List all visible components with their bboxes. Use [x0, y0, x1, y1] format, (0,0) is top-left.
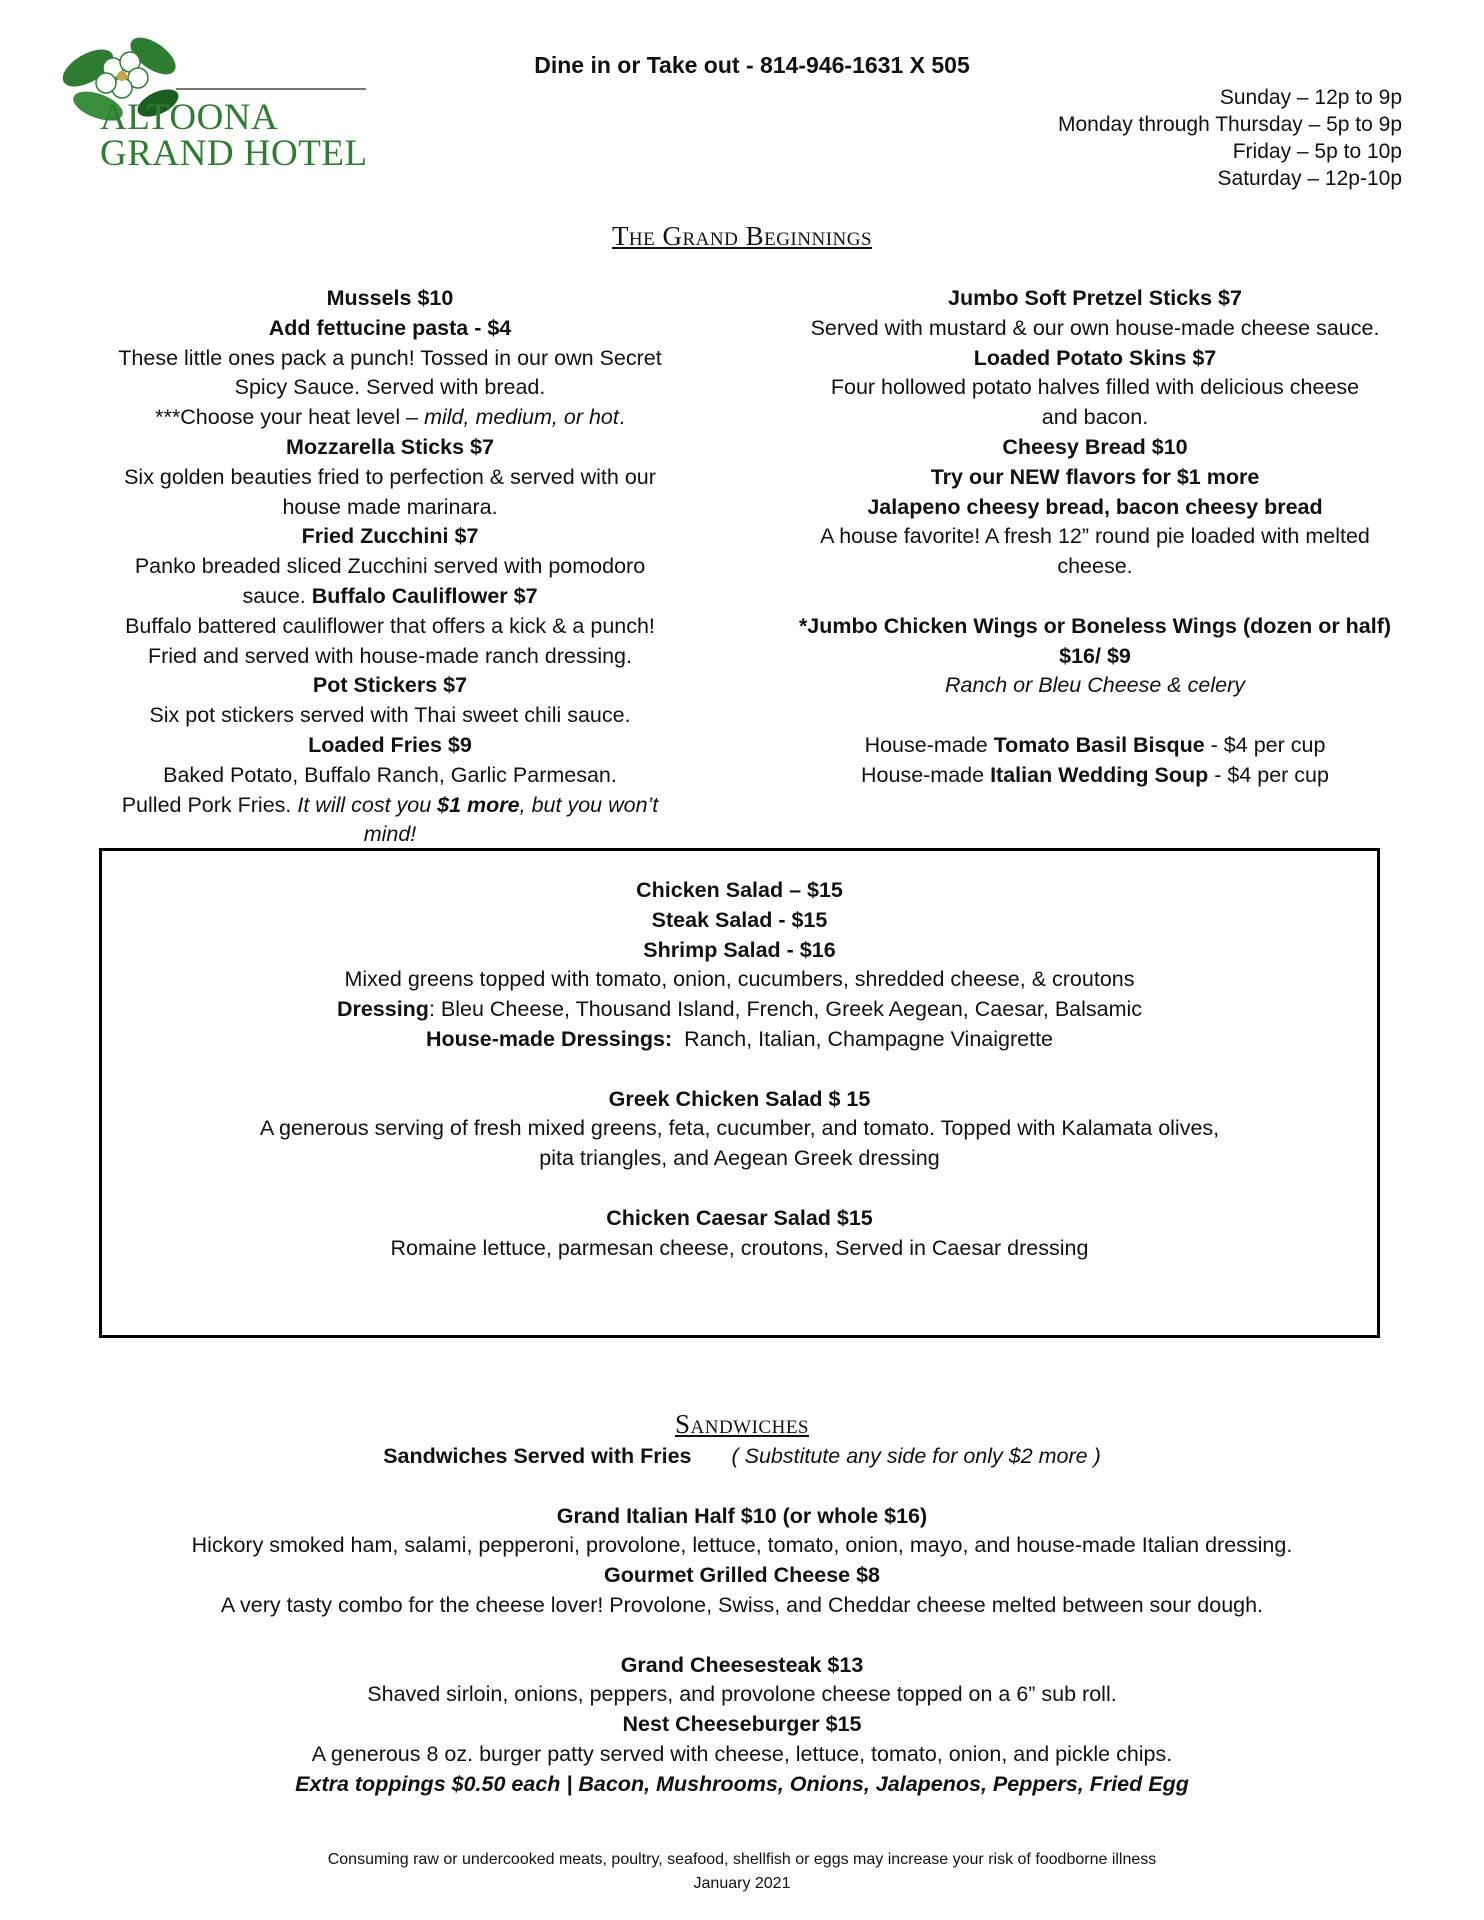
salad-title-steak: Steak Salad - $15 [651, 907, 828, 932]
pork-italic: It will cost you [297, 792, 438, 817]
hotel-logo [58, 28, 378, 178]
soup-prefix: House-made [864, 732, 994, 757]
salad-desc: Mixed greens topped with tomato, onion, cucumbers, shredded cheese, & croutons [344, 967, 1135, 992]
pork-text: Pulled Pork Fries. [121, 792, 298, 817]
substitute-note: ( Substitute any side for only $2 more ) [731, 1444, 1101, 1468]
item-desc: Six golden beauties fried to perfection & served with our [124, 464, 656, 489]
dressing-label: Dressing [336, 997, 429, 1022]
item-note-new-flavors: Try our NEW flavors for $1 more [930, 464, 1260, 489]
dressing-list: : Bleu Cheese, Thousand Island, French, Greek Aegean, Caesar, Balsamic [428, 997, 1143, 1022]
item-desc-heat [95, 403, 685, 433]
item-desc-mixed [95, 582, 685, 612]
footer [0, 1848, 1484, 1896]
item-desc-wings: Ranch or Bleu Cheese & celery [945, 673, 1245, 698]
salad-housemade-dressings [99, 1025, 1380, 1055]
logo-line-2: GRAND HOTEL [100, 133, 368, 174]
item-title-cheesy-bread: Cheesy Bread $10 [1002, 434, 1188, 459]
item-desc: Six pot stickers served with Thai sweet chili sauce. [149, 703, 631, 728]
salad-title-greek: Greek Chicken Salad $ 15 [608, 1086, 871, 1111]
salad-title-shrimp: Shrimp Salad - $16 [643, 937, 836, 962]
hours-sunday: Sunday – 12p to 9p [1219, 86, 1402, 109]
sandwiches-subheader [0, 1442, 1484, 1472]
salad-desc: A generous serving of fresh mixed greens, feta, cucumber, and tomato. Topped with Kalamata olives, [259, 1116, 1220, 1141]
item-desc: and bacon. [1041, 405, 1149, 430]
soup-price: - $4 per cup [1208, 762, 1329, 787]
hours-mon-thu: Monday through Thursday – 5p to 9p [1057, 113, 1402, 136]
soup-bisque [780, 731, 1410, 761]
served-with-fries: Sandwiches Served with Fries [383, 1444, 692, 1468]
sandwiches-content [0, 1442, 1484, 1800]
housemade-list: Ranch, Italian, Champagne Vinaigrette [672, 1026, 1053, 1051]
soup-wedding [780, 761, 1410, 791]
hours-saturday: Saturday – 12p-10p [1217, 167, 1402, 190]
item-desc: These little ones pack a punch! Tossed in our own Secret [118, 345, 662, 370]
soup-name: Tomato Basil Bisque [993, 732, 1205, 757]
item-title-potato-skins: Loaded Potato Skins $7 [973, 345, 1217, 370]
sandwich-desc: Hickory smoked ham, salami, pepperoni, provolone, lettuce, tomato, onion, mayo, and house-made Italian dressing. [191, 1533, 1293, 1558]
housemade-label: House-made Dressings: [425, 1026, 673, 1051]
beginnings-right-column [780, 284, 1410, 791]
salad-title-chicken: Chicken Salad – $15 [636, 878, 843, 902]
salads-content [99, 876, 1380, 1263]
item-desc: Spicy Sauce. Served with bread. [234, 375, 546, 400]
sandwich-title-cheeseburger: Nest Cheeseburger $15 [622, 1712, 862, 1737]
heat-end: . [618, 405, 625, 430]
item-desc: cheese. [1057, 554, 1133, 579]
sandwich-title-italian: Grand Italian Half $10 (or whole $16) [556, 1503, 928, 1528]
item-title-mozzarella: Mozzarella Sticks $7 [286, 434, 494, 459]
beginnings-title: The Grand Beginnings [611, 221, 873, 251]
sandwich-title-grilled-cheese: Gourmet Grilled Cheese $8 [603, 1563, 880, 1588]
hours-friday: Friday – 5p to 10p [1232, 140, 1402, 163]
pork-italic-end: , but you won’t [519, 792, 659, 817]
item-title-mussels: Mussels $10 [326, 286, 454, 310]
beginnings-left-column [95, 284, 685, 850]
item-price-wings: $16/ $9 [1059, 643, 1131, 668]
sandwiches-title: Sandwiches [674, 1409, 809, 1439]
item-desc: A house favorite! A fresh 12” round pie loaded with melted [820, 524, 1370, 549]
item-title-pretzel: Jumbo Soft Pretzel Sticks $7 [948, 286, 1242, 310]
food-safety-warning: Consuming raw or undercooked meats, poultry, seafood, shellfish or eggs may increase your risk of foodborne illness [327, 1851, 1157, 1868]
soup-price: - $4 per cup [1204, 732, 1326, 757]
logo-line-1: ALTOONA [100, 97, 279, 138]
item-title-wings: *Jumbo Chicken Wings or Boneless Wings (dozen or half) [798, 613, 1392, 638]
item-title-cauliflower: Buffalo Cauliflower $7 [311, 583, 538, 608]
soup-prefix: House-made [861, 762, 991, 787]
section-title-beginnings [0, 221, 1484, 252]
heat-text: ***Choose your heat level – [155, 405, 425, 430]
salad-desc: Romaine lettuce, parmesan cheese, croutons, Served in Caesar dressing [390, 1235, 1089, 1260]
item-desc-pork-end: mind! [363, 822, 417, 847]
item-desc: Buffalo battered cauliflower that offers a kick & a punch! [125, 613, 655, 638]
item-desc: Served with mustard & our own house-made cheese sauce. [810, 315, 1380, 340]
item-note-flavors: Jalapeno cheesy bread, bacon cheesy bread [867, 494, 1323, 519]
item-desc: Baked Potato, Buffalo Ranch, Garlic Parmesan. [163, 762, 617, 787]
sandwich-title-cheesesteak: Grand Cheesesteak $13 [620, 1652, 864, 1677]
item-desc-pork [95, 791, 685, 821]
soup-name: Italian Wedding Soup [990, 762, 1209, 787]
item-desc: house made marinara. [282, 494, 498, 519]
item-title-pot-stickers: Pot Stickers $7 [312, 673, 468, 698]
salad-title-caesar: Chicken Caesar Salad $15 [606, 1205, 873, 1230]
section-title-sandwiches [0, 1409, 1484, 1440]
item-title-loaded-fries: Loaded Fries $9 [308, 732, 472, 757]
item-desc: Four hollowed potato halves filled with delicious cheese [830, 375, 1360, 400]
sandwich-desc: A generous 8 oz. burger patty served with cheese, lettuce, tomato, onion, and pickle chips. [311, 1741, 1173, 1766]
phone-line: Dine in or Take out - 814-946-1631 X 505 [534, 52, 970, 78]
zucchini-desc-end: sauce. [242, 583, 312, 608]
item-desc: Panko breaded sliced Zucchini served with pomodoro [134, 554, 646, 579]
pork-price: $1 more [437, 792, 520, 817]
heat-options: mild, medium, or hot [424, 405, 619, 430]
item-desc: Fried and served with house-made ranch dressing. [147, 643, 632, 668]
hours-list [1058, 84, 1402, 192]
menu-date: January 2021 [693, 1875, 791, 1892]
sandwich-desc: Shaved sirloin, onions, peppers, and provolone cheese topped on a 6” sub roll. [367, 1682, 1117, 1707]
item-addon-mussels: Add fettucine pasta - $4 [268, 315, 512, 340]
item-title-zucchini: Fried Zucchini $7 [301, 524, 479, 549]
extra-toppings: Extra toppings $0.50 each | Bacon, Mushrooms, Onions, Jalapenos, Peppers, Fried Egg [295, 1771, 1189, 1796]
salad-desc: pita triangles, and Aegean Greek dressing [539, 1146, 940, 1171]
salad-dressings [99, 995, 1380, 1025]
sandwich-desc: A very tasty combo for the cheese lover! Provolone, Swiss, and Cheddar cheese melted between sour dough. [220, 1592, 1264, 1617]
